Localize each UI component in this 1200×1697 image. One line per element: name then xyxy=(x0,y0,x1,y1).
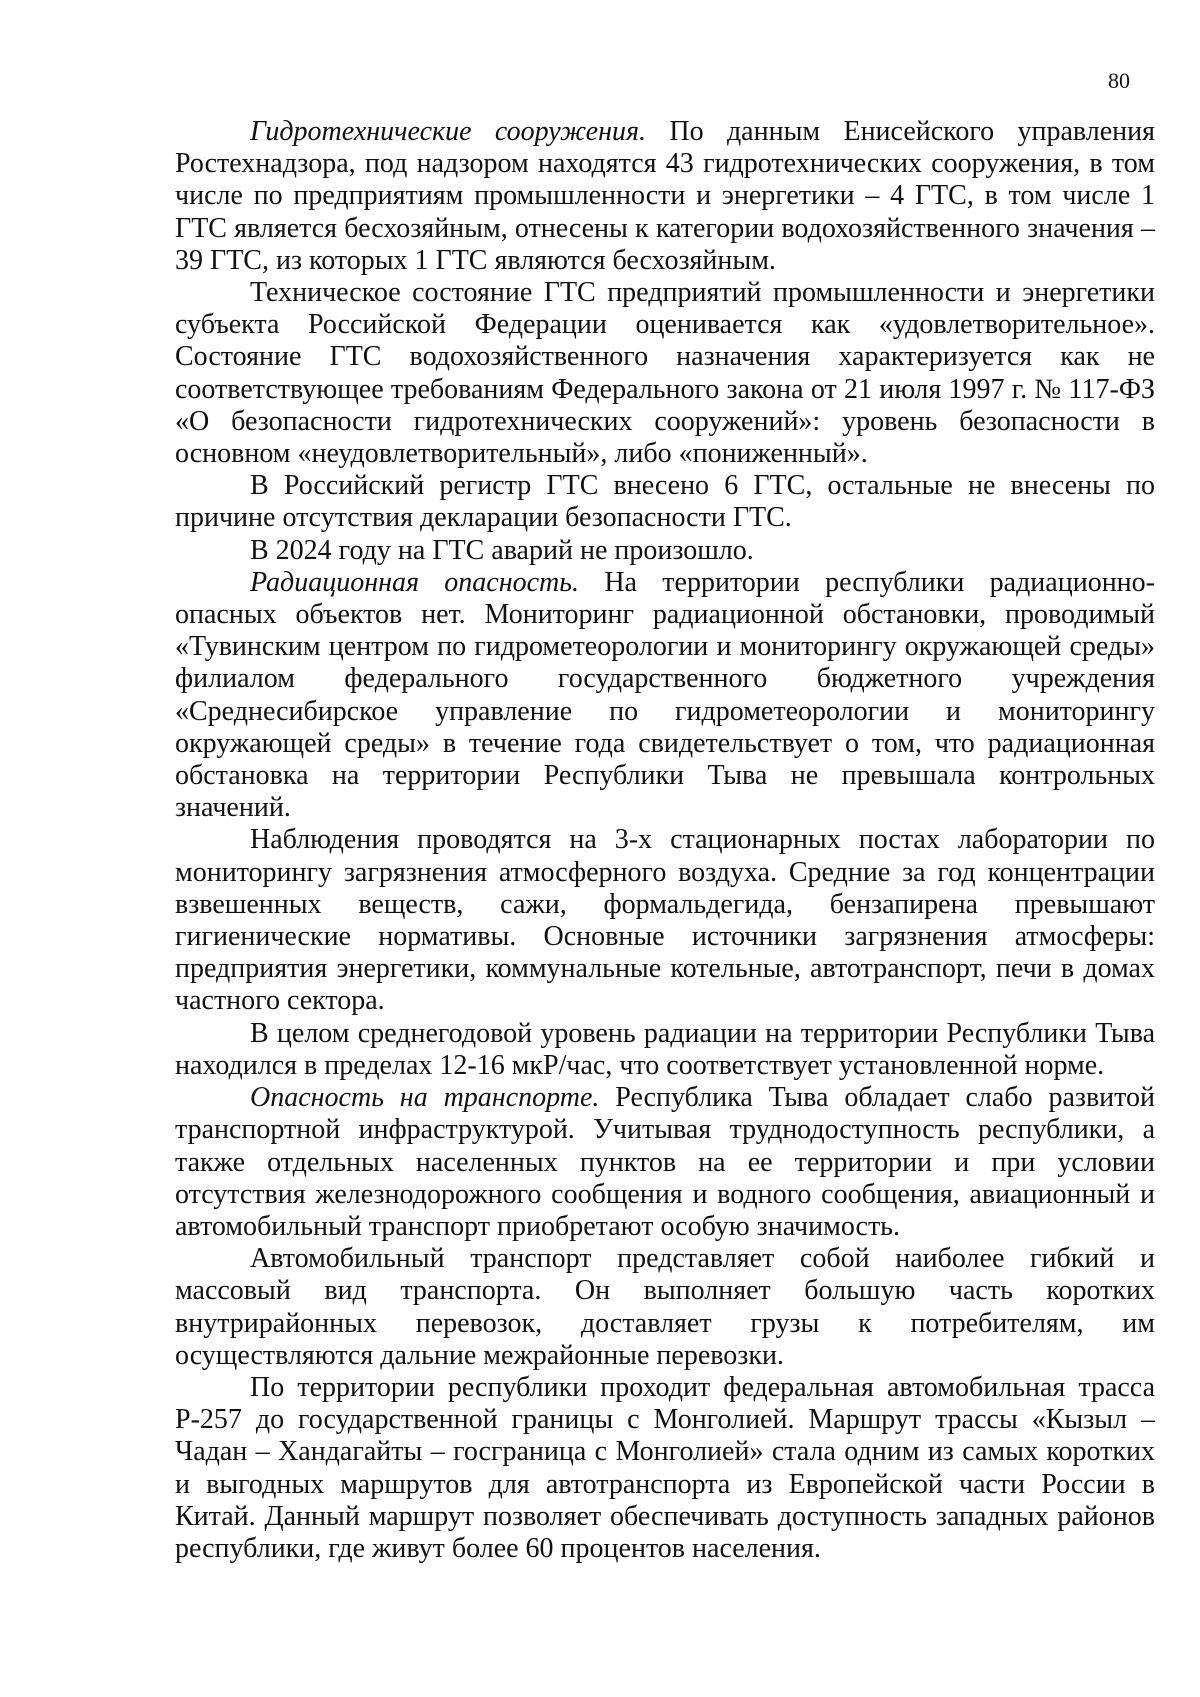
paragraph-no-accidents xyxy=(175,535,1155,567)
paragraph-transport-hazard xyxy=(175,1082,1155,1243)
paragraph-hydraulic-structures xyxy=(175,116,1155,277)
paragraph-text: Республика Тыва обладает слабо развитой транспортной инфраструктурой. Учитывая труднодоступность республики, а также отдельных населенных пунктов на ее территории и при условии отсутствия железнодорожного сообщения и водного сообщения, авиационный и автомобильный транспорт приобретают особую значимость. xyxy=(175,1082,1155,1242)
paragraph-text: Наблюдения проводятся на 3-х стационарных постах лаборатории по мониторингу загрязнения атмосферного воздуха. Средние за год концентрации взвешенных веществ, сажи, формальдегида, бензапирена превышают гигиенические нормативы. Основные источники загрязнения атмосферы: предприятия энергетики, коммунальные котельные, автотранспорт, печи в домах частного сектора. xyxy=(175,824,1155,1017)
paragraph-text: По данным Енисейского управления Ростехнадзора, под надзором находятся 43 гидротехнических сооружения, в том числе по предприятиям промышленности и энергетики – 4 ГТС, в том числе 1 ГТС является бесхозяйным, отнесены к категории водохозяйственного значения – 39 ГТС, из которых 1 ГТС являются бесхозяйным. xyxy=(175,116,1155,276)
page-number: 80 xyxy=(1108,68,1130,93)
section-lead-hydraulic: Гидротехнические сооружения. xyxy=(250,116,646,147)
paragraph-text: В 2024 году на ГТС аварий не произошло. xyxy=(250,534,754,566)
paragraph-text: В Российский регистр ГТС внесено 6 ГТС, остальные не внесены по причине отсутствия декларации безопасности ГТС. xyxy=(175,470,1155,534)
paragraph-observations xyxy=(175,824,1155,1017)
section-lead-radiation: Радиационная опасность. xyxy=(250,566,580,598)
paragraph-text: В целом среднегодовой уровень радиации на территории Республики Тыва находился в пределах 12-16 мкР/час, что соответствует установленной норме. xyxy=(175,1017,1155,1081)
paragraph-register xyxy=(175,470,1155,534)
paragraph-technical-state xyxy=(175,277,1155,470)
paragraph-text: На территории республики радиационно-опасных объектов нет. Мониторинг радиационной обстановки, проводимый «Тувинским центром по гидрометеорологии и мониторингу окружающей среды» филиалом федерального государственного бюджетного учреждения «Среднесибирское управление по гидрометеорологии и мониторингу окружающей среды» в течение года свидетельствует о том, что радиационная обстановка на территории Республики Тыва не превышала контрольных значений. xyxy=(175,566,1155,824)
body-text xyxy=(175,116,1155,1565)
paragraph-radiation-hazard xyxy=(175,567,1155,825)
paragraph-radiation-level xyxy=(175,1018,1155,1082)
section-lead-transport: Опасность на транспорте. xyxy=(250,1082,600,1114)
paragraph-text: Автомобильный транспорт представляет собой наиболее гибкий и массовый вид транспорта. Он выполняет большую часть коротких внутрирайонных перевозок, доставляет грузы к потребителям, им осуществляются дальние межрайонные перевозки. xyxy=(175,1243,1155,1371)
paragraph-text: По территории республики проходит федеральная автомобильная трасса Р-257 до государственной границы с Монголией. Маршрут трассы «Кызыл – Чадан – Хандагайты – госграница с Монголией» стала одним из самых коротких и выгодных маршрутов для автотранспорта из Европейской части России в Китай. Данный маршрут позволяет обеспечивать доступность западных районов республики, где живут более 60 процентов населения. xyxy=(175,1371,1155,1564)
paragraph-text: Техническое состояние ГТС предприятий промышленности и энергетики субъекта Российской Федерации оценивается как «удовлетворительное». Состояние ГТС водохозяйственного назначения характеризуется как не соответствующее требованиям Федерального закона от 21 июля 1997 г. № 117-ФЗ «О безопасности гидротехнических сооружений»: уровень безопасности в основном «неудовлетворительный», либо «пониженный». xyxy=(175,277,1155,470)
paragraph-federal-highway xyxy=(175,1372,1155,1565)
paragraph-road-transport xyxy=(175,1243,1155,1372)
